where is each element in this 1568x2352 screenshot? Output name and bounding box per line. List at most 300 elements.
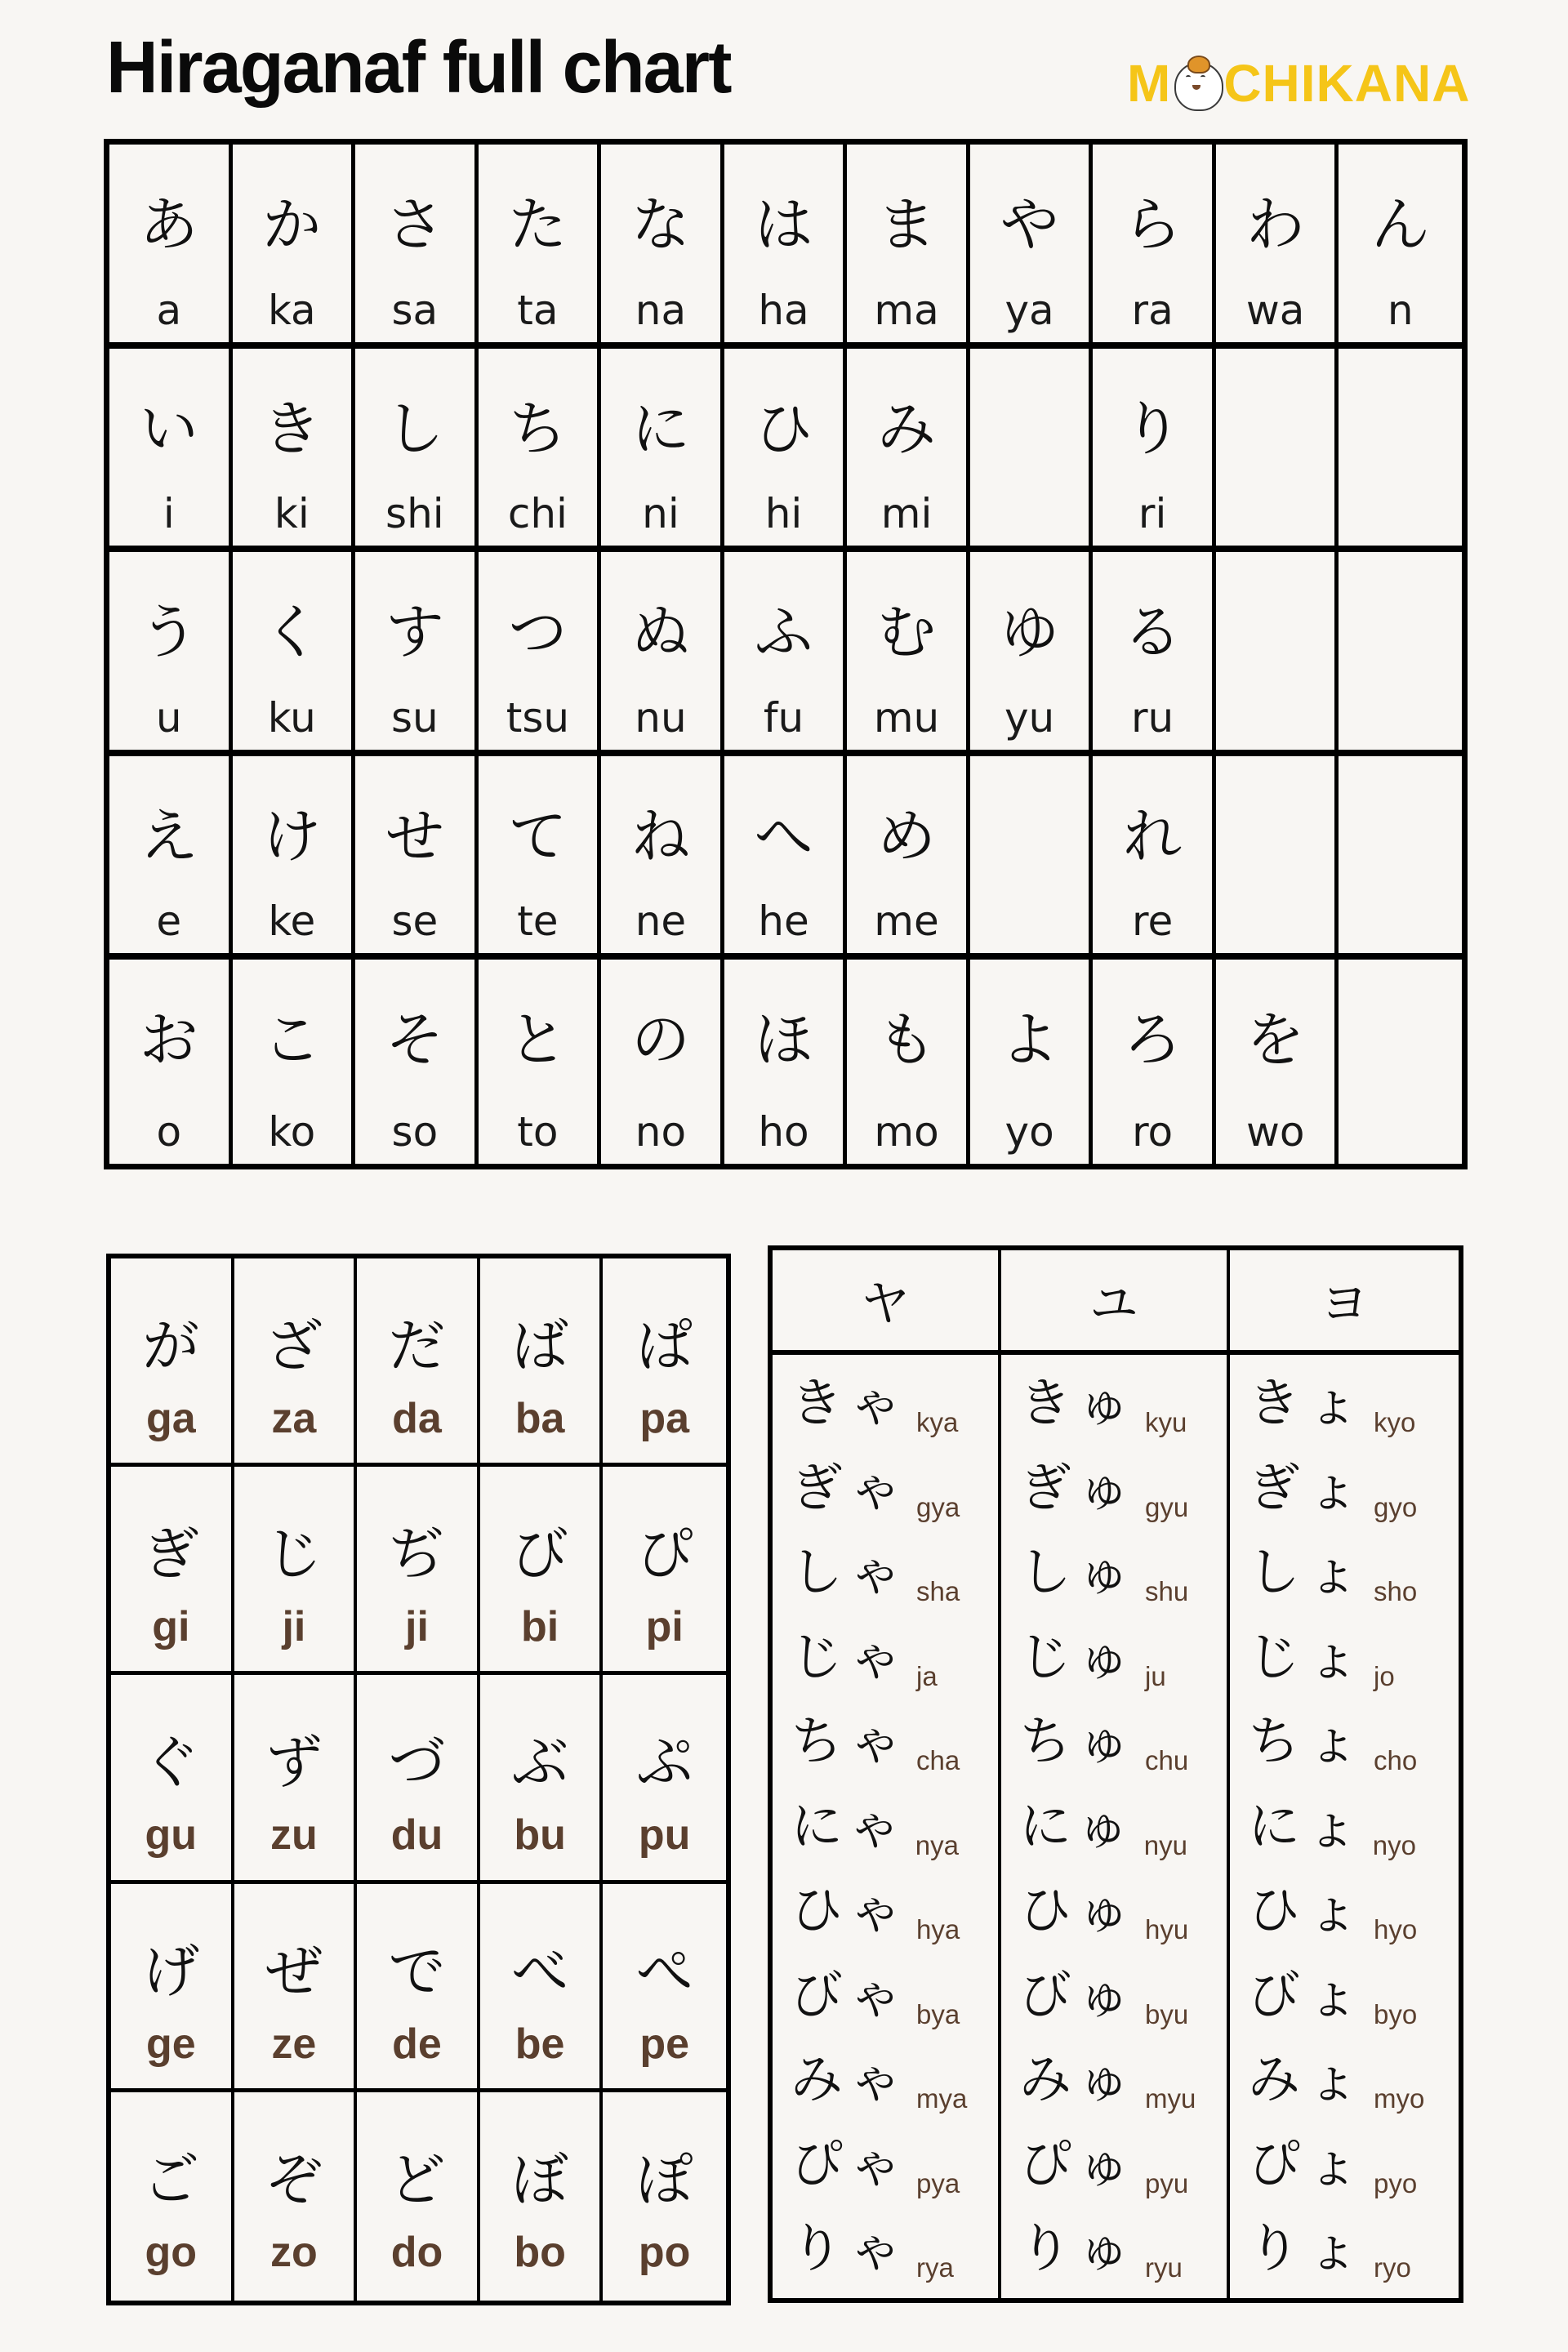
- romaji-label: ro: [1132, 1108, 1174, 1156]
- kana-cell: [724, 349, 848, 553]
- romaji-label: po: [638, 2228, 691, 2276]
- kana-cell: [109, 145, 233, 349]
- yoon-kana: びゅ: [1019, 1965, 1137, 2026]
- kana-character: は: [754, 190, 813, 259]
- kana-character: け: [262, 801, 322, 871]
- kana-character: づ: [388, 1729, 446, 1797]
- kana-cell: [109, 960, 233, 1164]
- kana-character: て: [508, 801, 568, 871]
- romaji-label: gyo: [1374, 1491, 1418, 1522]
- romaji-label: jo: [1374, 1660, 1395, 1691]
- kana-cell: [970, 349, 1094, 553]
- kana-character: や: [1000, 190, 1059, 259]
- yoon-entry: [1019, 2046, 1227, 2131]
- kana-character: ふ: [754, 598, 813, 667]
- kana-cell: [1093, 552, 1216, 756]
- kana-character: こ: [262, 1005, 322, 1075]
- kana-character: ぜ: [265, 1937, 323, 2005]
- kana-character: よ: [1000, 1005, 1059, 1075]
- yoon-column-header: ユ: [1001, 1250, 1230, 1355]
- romaji-label: mya: [916, 2083, 968, 2114]
- dakuten-cell: [234, 1258, 358, 1467]
- yoon-entry: [791, 1962, 998, 2047]
- romaji-label: hyu: [1145, 1914, 1189, 1944]
- yoon-kana: ぴゅ: [1019, 2134, 1137, 2195]
- romaji-label: bya: [916, 1998, 960, 2029]
- romaji-label: shi: [385, 490, 444, 538]
- kana-character: め: [877, 801, 937, 871]
- romaji-label: gi: [152, 1603, 190, 1651]
- kana-character: ぼ: [511, 2145, 569, 2213]
- kana-cell: [479, 552, 602, 756]
- romaji-label: byu: [1145, 1998, 1189, 2029]
- yoon-kana: ぎょ: [1248, 1458, 1365, 1519]
- kana-character: き: [262, 394, 322, 463]
- romaji-label: pi: [645, 1603, 684, 1651]
- romaji-label: ju: [1145, 1660, 1166, 1691]
- romaji-label: pyu: [1145, 2167, 1189, 2198]
- yoon-kana: しょ: [1248, 1543, 1365, 1603]
- dakuten-cell: [234, 1467, 358, 1675]
- kana-cell: [1093, 145, 1216, 349]
- yoon-entry: [1248, 1793, 1459, 1878]
- yoon-kana: ちょ: [1248, 1712, 1365, 1772]
- yoon-kana: にゅ: [1019, 1796, 1136, 1857]
- yoon-entry: [791, 2131, 998, 2216]
- romaji-label: zu: [270, 1811, 318, 1860]
- kana-character: で: [388, 1937, 446, 2005]
- romaji-label: gu: [145, 1811, 198, 1860]
- romaji-label: nyu: [1143, 1829, 1187, 1860]
- yoon-kana: みゅ: [1019, 2050, 1137, 2110]
- kana-character: う: [139, 598, 198, 667]
- kana-cell: [1216, 960, 1339, 1164]
- kana-cell: [1339, 552, 1462, 756]
- kana-character: な: [630, 190, 690, 259]
- romaji-label: ri: [1138, 490, 1167, 538]
- yoon-entry: [1248, 1877, 1459, 1962]
- yoon-kana: きゃ: [791, 1374, 908, 1434]
- romaji-label: ne: [635, 898, 687, 946]
- dakuten-cell: [111, 1884, 234, 2092]
- dakuten-cell: [480, 2092, 604, 2301]
- kana-cell: [109, 349, 233, 553]
- romaji-label: su: [390, 693, 439, 742]
- yoon-entry: [791, 2215, 998, 2300]
- romaji-label: yu: [1004, 693, 1055, 742]
- dakuten-cell: [603, 1467, 726, 1675]
- yoon-kana: りゅ: [1019, 2219, 1137, 2279]
- kana-character: ぷ: [635, 1729, 693, 1797]
- yoon-kana: びゃ: [791, 1965, 908, 2026]
- yoon-kana: きょ: [1248, 1374, 1365, 1434]
- romaji-label: sha: [916, 1576, 960, 1606]
- yoon-kana: みゃ: [791, 2050, 908, 2110]
- yoon-kana: きゅ: [1019, 1374, 1137, 1434]
- yoon-entry: [1248, 2046, 1459, 2131]
- kana-cell: [601, 756, 724, 960]
- kana-cell: [601, 349, 724, 553]
- dakuten-cell: [357, 1884, 480, 2092]
- kana-character: ろ: [1123, 1005, 1183, 1075]
- dakuten-cell: [603, 1884, 726, 2092]
- romaji-label: nya: [915, 1829, 959, 1860]
- logo-text-suffix: CHIKANA: [1223, 54, 1471, 113]
- dakuten-cell: [234, 2092, 358, 2301]
- kana-character: あ: [139, 190, 198, 259]
- kana-cell: [109, 756, 233, 960]
- dakuten-cell: [480, 1884, 604, 2092]
- yoon-entry: [1019, 1877, 1227, 1962]
- yoon-kana: ちゃ: [791, 1712, 908, 1772]
- kana-character: じ: [265, 1521, 323, 1588]
- romaji-label: ja: [916, 1660, 938, 1691]
- romaji-label: chu: [1145, 1745, 1189, 1775]
- kana-character: ぱ: [635, 1312, 693, 1379]
- kana-character: ね: [630, 801, 690, 871]
- romaji-label: du: [390, 1811, 443, 1860]
- kana-character: さ: [385, 190, 444, 259]
- romaji-label: ji: [282, 1603, 306, 1651]
- kana-character: び: [511, 1521, 569, 1588]
- yoon-entry: [1019, 1624, 1227, 1708]
- yoon-kana: しゅ: [1019, 1543, 1137, 1603]
- kana-cell: [724, 960, 848, 1164]
- kana-character: が: [142, 1312, 200, 1379]
- romaji-label: ma: [874, 286, 939, 334]
- yoon-kana: じゅ: [1019, 1627, 1137, 1688]
- romaji-label: se: [391, 898, 439, 946]
- dakuten-cell: [111, 1258, 234, 1467]
- romaji-label: kya: [916, 1407, 959, 1437]
- yoon-entry: [1019, 2131, 1227, 2216]
- kana-cell: [724, 552, 848, 756]
- romaji-label: wa: [1245, 286, 1305, 334]
- yoon-entry: [1019, 1539, 1227, 1624]
- yoon-entry: [1019, 1370, 1227, 1454]
- kana-character: と: [508, 1005, 568, 1075]
- gojuon-chart: [104, 139, 1468, 1169]
- romaji-label: da: [392, 1395, 442, 1442]
- yoon-entry: [1019, 1962, 1227, 2047]
- romaji-label: ko: [268, 1108, 316, 1156]
- romaji-label: tsu: [506, 693, 570, 742]
- romaji-label: bo: [514, 2228, 566, 2276]
- kana-cell: [970, 552, 1094, 756]
- romaji-label: yo: [1004, 1108, 1054, 1156]
- romaji-label: te: [517, 898, 559, 946]
- kana-cell: [970, 960, 1094, 1164]
- romaji-label: cha: [916, 1745, 960, 1775]
- kana-cell: [479, 960, 602, 1164]
- dakuten-cell: [111, 2092, 234, 2301]
- kana-character: へ: [754, 801, 813, 871]
- yoon-kana: みょ: [1248, 2050, 1365, 2110]
- romaji-label: shu: [1145, 1576, 1189, 1606]
- kana-character: し: [385, 394, 444, 463]
- dakuten-cell: [357, 1467, 480, 1675]
- kana-cell: [479, 145, 602, 349]
- dakuten-cell: [480, 1258, 604, 1467]
- kana-character: り: [1123, 394, 1183, 463]
- kana-cell: [724, 756, 848, 960]
- yoon-entry: [1248, 1454, 1459, 1539]
- kana-character: ら: [1123, 190, 1183, 259]
- romaji-label: pyo: [1374, 2167, 1418, 2198]
- romaji-label: ra: [1131, 286, 1174, 334]
- romaji-label: bu: [514, 1811, 566, 1860]
- romaji-label: a: [156, 286, 182, 334]
- romaji-label: pe: [639, 2020, 690, 2068]
- kana-cell: [355, 145, 479, 349]
- kana-cell: [479, 349, 602, 553]
- yoon-entry: [1019, 2215, 1227, 2300]
- kana-cell: [601, 145, 724, 349]
- yoon-entry: [1248, 1962, 1459, 2047]
- romaji-label: myu: [1145, 2083, 1196, 2114]
- romaji-label: zo: [270, 2228, 318, 2276]
- romaji-label: myo: [1374, 2083, 1425, 2114]
- yoon-column: [1001, 1355, 1230, 2300]
- kana-cell: [1093, 960, 1216, 1164]
- yoon-entry: [1248, 1539, 1459, 1624]
- yoon-entry: [791, 1708, 998, 1793]
- dakuten-cell: [603, 2092, 726, 2301]
- yoon-entry: [1248, 2131, 1459, 2216]
- yoon-kana: りゃ: [791, 2219, 908, 2279]
- romaji-label: cho: [1374, 1745, 1418, 1775]
- romaji-label: ji: [405, 1603, 429, 1651]
- kana-character: ぬ: [630, 598, 690, 667]
- kana-character: つ: [508, 598, 568, 667]
- yoon-kana: ひゅ: [1019, 1881, 1137, 1941]
- yoon-entry: [791, 1793, 998, 1878]
- kana-character: ぞ: [265, 2145, 323, 2213]
- romaji-label: so: [391, 1108, 439, 1156]
- kana-character: ぶ: [511, 1729, 569, 1797]
- kana-cell: [847, 756, 970, 960]
- dakuten-cell: [111, 1675, 234, 1883]
- dakuten-cell: [111, 1467, 234, 1675]
- kana-cell: [355, 552, 479, 756]
- romaji-label: no: [635, 1108, 687, 1156]
- romaji-label: sa: [391, 286, 439, 334]
- kana-cell: [109, 552, 233, 756]
- kana-character: ず: [265, 1729, 323, 1797]
- kana-cell: [1216, 552, 1339, 756]
- romaji-label: go: [145, 2228, 198, 2276]
- kana-character: ざ: [265, 1312, 323, 1379]
- kana-character: も: [877, 1005, 937, 1075]
- romaji-label: n: [1387, 286, 1414, 334]
- kana-character: れ: [1123, 801, 1183, 871]
- dakuten-cell: [357, 1258, 480, 1467]
- kana-character: だ: [388, 1312, 446, 1379]
- kana-cell: [1339, 145, 1462, 349]
- dakuten-cell: [234, 1884, 358, 2092]
- kana-character: を: [1245, 1005, 1305, 1075]
- kana-cell: [355, 349, 479, 553]
- romaji-label: kyo: [1374, 1407, 1416, 1437]
- romaji-label: to: [517, 1108, 559, 1156]
- romaji-label: ryu: [1145, 2252, 1183, 2283]
- yoon-column: [773, 1355, 1001, 2300]
- kana-cell: [233, 756, 356, 960]
- yoon-entry: [791, 1370, 998, 1454]
- dakuten-chart: [106, 1254, 731, 2305]
- dakuten-cell: [480, 1675, 604, 1883]
- romaji-label: mu: [873, 693, 940, 742]
- romaji-label: u: [155, 693, 182, 742]
- romaji-label: hi: [764, 490, 803, 538]
- kana-character: わ: [1245, 190, 1305, 259]
- brand-logo: [1127, 51, 1470, 116]
- romaji-label: ta: [517, 286, 559, 334]
- yoon-entry: [1248, 2215, 1459, 2300]
- kana-character: く: [262, 598, 322, 667]
- romaji-label: ho: [758, 1108, 809, 1156]
- yoon-entry: [1248, 1708, 1459, 1793]
- romaji-label: kyu: [1145, 1407, 1187, 1437]
- dakuten-cell: [603, 1258, 726, 1467]
- yoon-entry: [1019, 1454, 1227, 1539]
- kana-cell: [1339, 349, 1462, 553]
- kana-character: ぎ: [142, 1521, 200, 1588]
- romaji-label: fu: [763, 693, 804, 742]
- kana-cell: [970, 145, 1094, 349]
- kana-character: る: [1123, 598, 1183, 667]
- kana-cell: [847, 960, 970, 1164]
- yoon-column: [1230, 1355, 1459, 2300]
- kana-character: た: [508, 190, 568, 259]
- kana-character: ま: [877, 190, 937, 259]
- yoon-entry: [1019, 1708, 1227, 1793]
- kana-cell: [847, 349, 970, 553]
- romaji-label: ki: [274, 490, 310, 538]
- romaji-label: rya: [916, 2252, 954, 2283]
- kana-character: の: [630, 1005, 690, 1075]
- romaji-label: na: [635, 286, 687, 334]
- kana-cell: [724, 145, 848, 349]
- romaji-label: bi: [520, 1603, 559, 1651]
- kana-cell: [1216, 756, 1339, 960]
- romaji-label: byo: [1374, 1998, 1418, 2029]
- yoon-kana: にゃ: [791, 1796, 907, 1857]
- kana-character: ゆ: [1000, 598, 1059, 667]
- kana-character: ぺ: [635, 1937, 693, 2005]
- yoon-kana: じょ: [1248, 1627, 1365, 1688]
- kana-cell: [601, 960, 724, 1164]
- kana-cell: [601, 552, 724, 756]
- kana-cell: [1339, 960, 1462, 1164]
- romaji-label: ka: [267, 286, 316, 334]
- romaji-label: me: [874, 898, 939, 946]
- kana-cell: [479, 756, 602, 960]
- romaji-label: i: [163, 490, 175, 538]
- romaji-label: ni: [642, 490, 679, 538]
- romaji-label: pu: [638, 1811, 691, 1860]
- yoon-entry: [1248, 1370, 1459, 1454]
- kana-character: べ: [511, 1937, 569, 2005]
- romaji-label: ba: [514, 1395, 565, 1442]
- kana-character: ぴ: [635, 1521, 693, 1588]
- romaji-label: nu: [635, 693, 687, 742]
- romaji-label: hyo: [1374, 1914, 1418, 1944]
- kana-cell: [970, 756, 1094, 960]
- dakuten-cell: [480, 1467, 604, 1675]
- yoon-kana: ぴゃ: [791, 2134, 908, 2195]
- kana-cell: [847, 145, 970, 349]
- kana-character: か: [262, 190, 322, 259]
- dakuten-cell: [234, 1675, 358, 1883]
- romaji-label: wo: [1245, 1108, 1305, 1156]
- kana-character: ば: [511, 1312, 569, 1379]
- mochi-mascot-icon: [1173, 56, 1222, 111]
- yoon-kana: りょ: [1248, 2219, 1365, 2279]
- kana-cell: [847, 552, 970, 756]
- romaji-label: ke: [268, 898, 316, 946]
- romaji-label: he: [758, 898, 809, 946]
- kana-character: せ: [385, 801, 444, 871]
- kana-character: ひ: [754, 394, 813, 463]
- kana-cell: [355, 960, 479, 1164]
- kana-character: ご: [142, 2145, 200, 2213]
- kana-cell: [233, 349, 356, 553]
- kana-character: げ: [142, 1937, 200, 2005]
- yoon-kana: にょ: [1248, 1796, 1365, 1857]
- kana-character: ぽ: [635, 2145, 693, 2213]
- romaji-label: re: [1132, 898, 1174, 946]
- romaji-label: gyu: [1145, 1491, 1189, 1522]
- kana-cell: [355, 756, 479, 960]
- yoon-kana: ぴょ: [1248, 2134, 1365, 2195]
- yoon-kana: ひゃ: [791, 1881, 908, 1941]
- romaji-label: ya: [1004, 286, 1054, 334]
- kana-character: ぐ: [142, 1729, 200, 1797]
- kana-character: ほ: [754, 1005, 813, 1075]
- romaji-label: ze: [271, 2020, 317, 2068]
- kana-character: み: [877, 394, 937, 463]
- romaji-label: hya: [916, 1914, 960, 1944]
- kana-cell: [1339, 756, 1462, 960]
- romaji-label: sho: [1374, 1576, 1418, 1606]
- kana-character: に: [630, 394, 690, 463]
- kana-cell: [1093, 349, 1216, 553]
- kana-character: そ: [385, 1005, 444, 1075]
- romaji-label: ryo: [1374, 2252, 1411, 2283]
- romaji-label: mi: [880, 490, 933, 538]
- romaji-label: ga: [145, 1395, 196, 1442]
- yoon-entry: [791, 1539, 998, 1624]
- kana-character: お: [139, 1005, 198, 1075]
- romaji-label: pa: [639, 1395, 690, 1442]
- kana-character: ち: [508, 394, 568, 463]
- romaji-label: ge: [145, 2020, 196, 2068]
- kana-character: え: [139, 801, 198, 871]
- yoon-column-header: ヤ: [773, 1250, 1001, 1355]
- romaji-label: za: [271, 1395, 317, 1442]
- romaji-label: ha: [758, 286, 809, 334]
- yoon-column-header: ヨ: [1230, 1250, 1459, 1355]
- romaji-label: ru: [1131, 693, 1174, 742]
- dakuten-cell: [603, 1675, 726, 1883]
- kana-cell: [233, 960, 356, 1164]
- kana-character: ぢ: [388, 1521, 446, 1588]
- yoon-kana: ぎゅ: [1019, 1458, 1137, 1519]
- kana-character: す: [385, 598, 444, 667]
- dakuten-cell: [357, 2092, 480, 2301]
- romaji-label: do: [390, 2228, 443, 2276]
